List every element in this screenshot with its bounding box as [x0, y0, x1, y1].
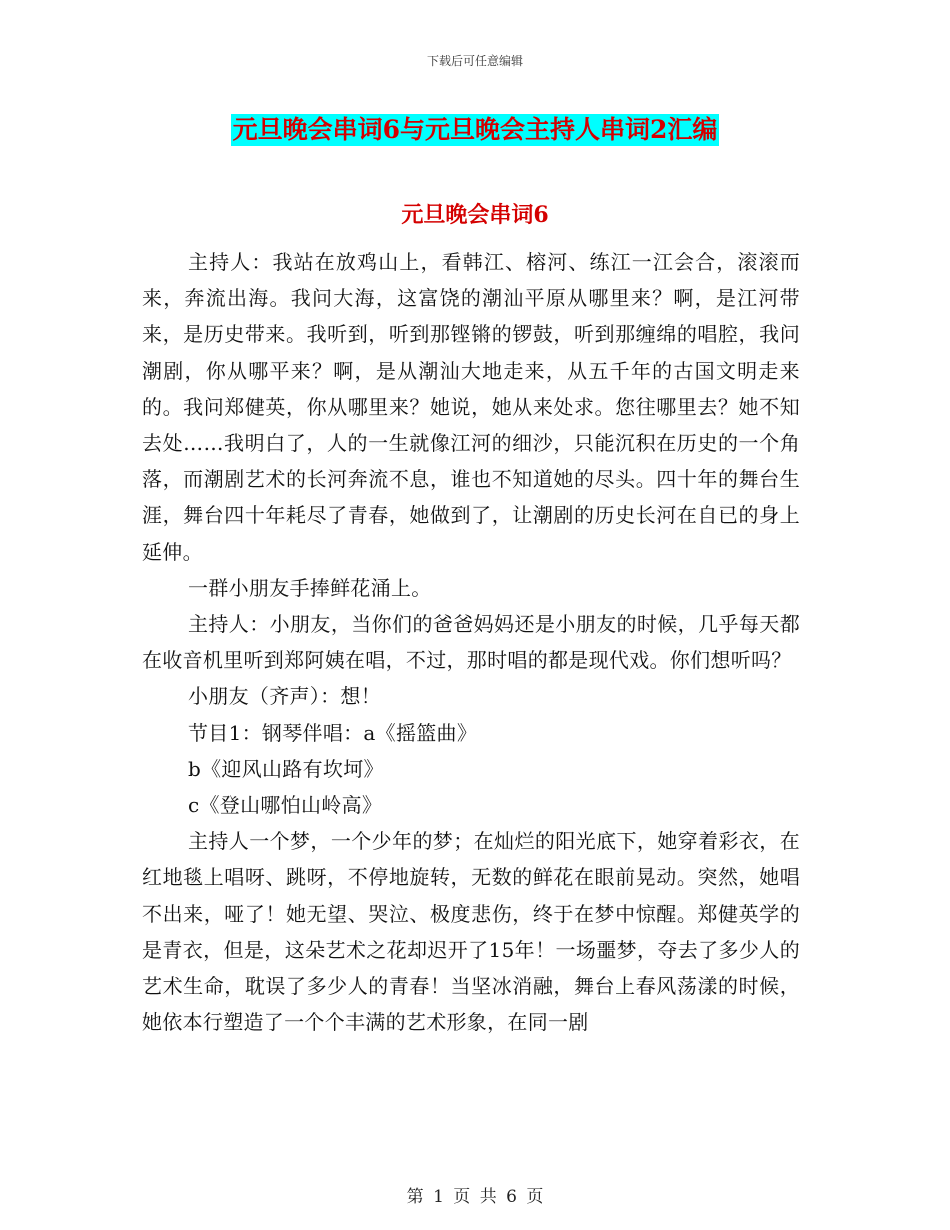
paragraph: 一群小朋友手捧鲜花涌上。 [188, 575, 432, 600]
document-body [142, 244, 800, 1040]
document-title-wrapper [0, 114, 950, 146]
paragraph: 主持人：小朋友，当你们的爸爸妈妈还是小朋友的时候，几乎每天都在收音机里听到郑阿姨在唱，不过，那时唱的都是现代戏。你们想听吗？ [142, 612, 800, 673]
page-header-note: 下载后可任意编辑 [426, 54, 523, 68]
document-title: 元旦晚会串词6与元旦晚会主持人串词2汇编 [232, 115, 718, 144]
paragraph: b《迎风山路有坎坷》 [188, 756, 384, 781]
paragraph: c《登山哪怕山岭高》 [188, 793, 383, 818]
section-title: 元旦晚会串词6 [401, 202, 549, 228]
paragraph: 主持人：我站在放鸡山上，看韩江、榕河、练江一江会合，滚滚而来，奔流出海。我问大海，这富饶的潮汕平原从哪里来？啊，是江河带来，是历史带来。我听到，听到那铿锵的锣鼓，听到那缠绵的唱腔，我问潮剧，你从哪平来？啊，是从潮汕大地走来，从五千年的古国文明走来的。我问郑健英，你从哪里来？她说，她从来处求。您往哪里去？她不知去处……我明白了，人的一生就像江河的细沙，只能沉积在历史的一个角落，而潮剧艺术的长河奔流不息，谁也不知道她的尽头。四十年的舞台生涯，舞台四十年耗尽了青春，她做到了，让潮剧的历史长河在自已的身上延伸。 [142, 250, 800, 564]
paragraph: 主持人一个梦，一个少年的梦；在灿烂的阳光底下，她穿着彩衣，在红地毯上唱呀、跳呀，不停地旋转，无数的鲜花在眼前晃动。突然，她唱不出来，哑了！她无望、哭泣、极度悲伤，终于在梦中惊醒。郑健英学的是青衣，但是，这朵艺术之花却迟开了15年！一场噩梦，夺去了多少人的艺术生命，耽误了多少人的青春！当坚冰消融，舞台上春风荡漾的时候，她依本行塑造了一个个丰满的艺术形象，在同一剧 [142, 829, 800, 1035]
paragraph: 节目1：钢琴伴唱：a《摇篮曲》 [188, 720, 478, 745]
page-number-footer: 第 1 页 共 6 页 [406, 1187, 544, 1207]
paragraph: 小朋友（齐声）：想！ [188, 684, 381, 709]
